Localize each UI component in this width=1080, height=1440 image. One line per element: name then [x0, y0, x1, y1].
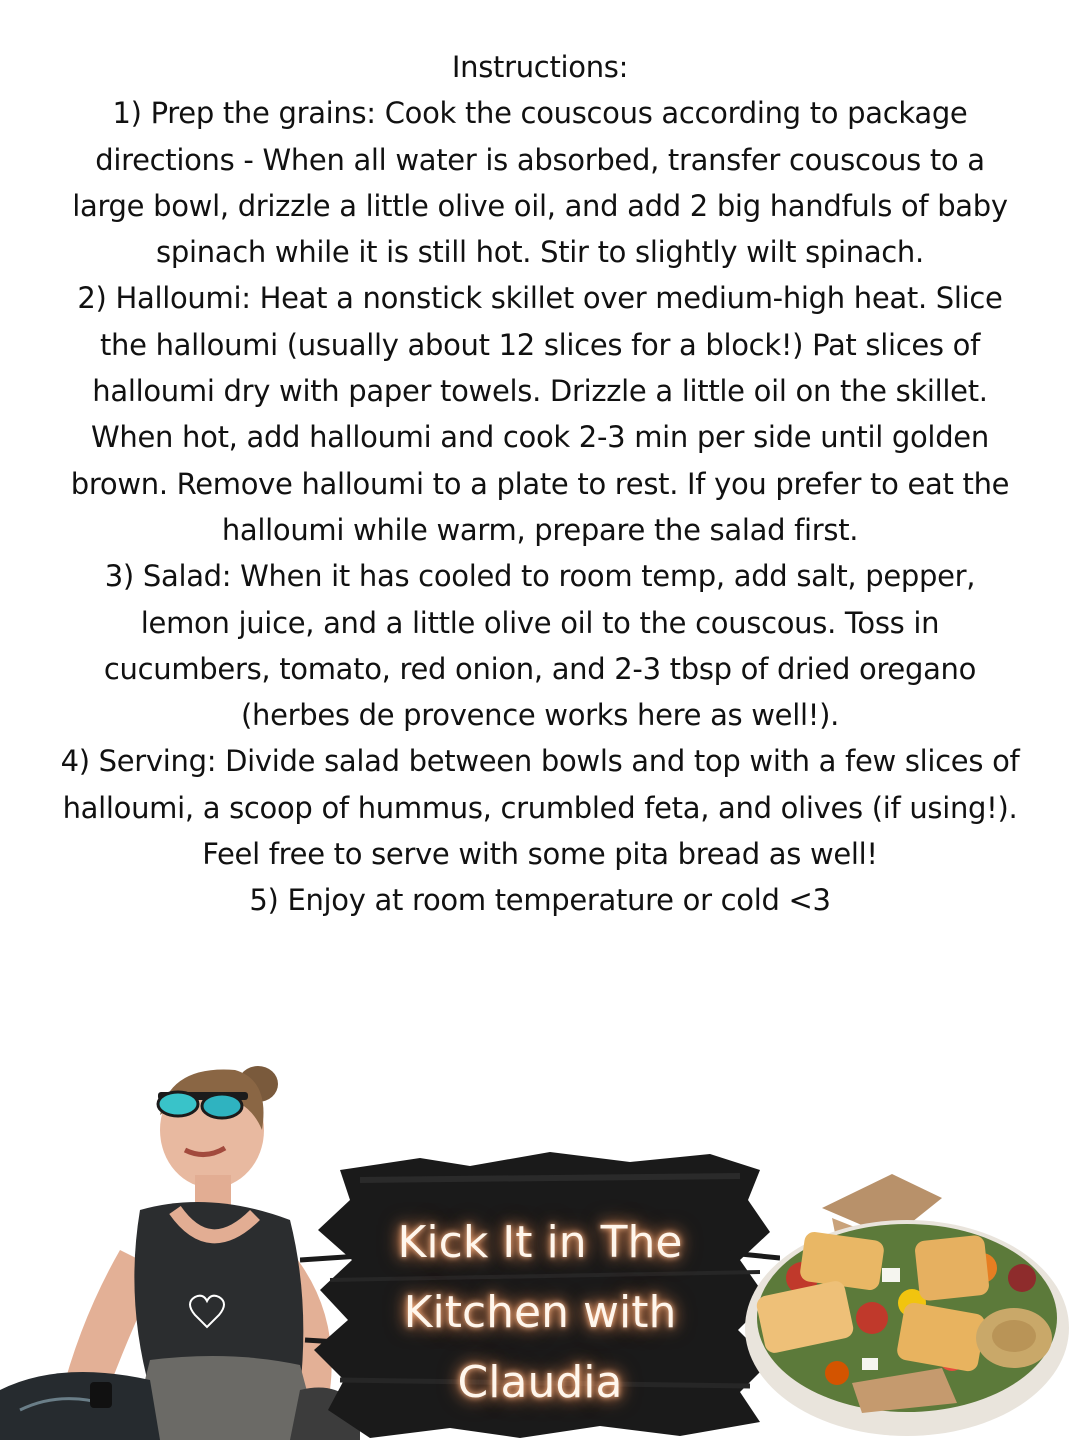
banner-line-2: Kitchen with: [403, 1287, 677, 1338]
banner-title: [360, 1208, 720, 1418]
banner-line-1: Kick It in The: [397, 1217, 683, 1268]
instructions-block: [60, 44, 1020, 924]
banner-line-3: Claudia: [457, 1357, 623, 1408]
salad-bowl-photo: [742, 1168, 1072, 1440]
instructions-heading: Instructions:: [451, 50, 629, 84]
step-1: 1) Prep the grains: Cook the couscous according to package directions - When all water is absorbed, transfer couscous to a large bowl, drizzle a little olive oil, and add 2 big handfuls of baby spinach while it is still hot. Stir to slightly wilt spinach.: [72, 96, 1008, 270]
step-3: 3) Salad: When it has cooled to room temp, add salt, pepper, lemon juice, and a little olive oil to the couscous. Toss in cucumbers, tomato, red onion, and 2-3 tbsp of dried oregano (herbes de provence works here as well!).: [103, 559, 977, 733]
step-2: 2) Halloumi: Heat a nonstick skillet over medium-high heat. Slice the halloumi (usually about 12 slices for a block!) Pat slices of halloumi dry with paper towels. Drizzle a little oil on the skillet. When hot, add halloumi and cook 2-3 min per side until golden brown. Remove halloumi to a plate to rest. If you prefer to eat the halloumi while warm, prepare the salad first.: [70, 281, 1010, 547]
step-4: 4) Serving: Divide salad between bowls and top with a few slices of halloumi, a scoop of hummus, crumbled feta, and olives (if using!). Feel free to serve with some pita bread as well!: [60, 744, 1020, 872]
step-5: 5) Enjoy at room temperature or cold <3: [249, 883, 831, 918]
